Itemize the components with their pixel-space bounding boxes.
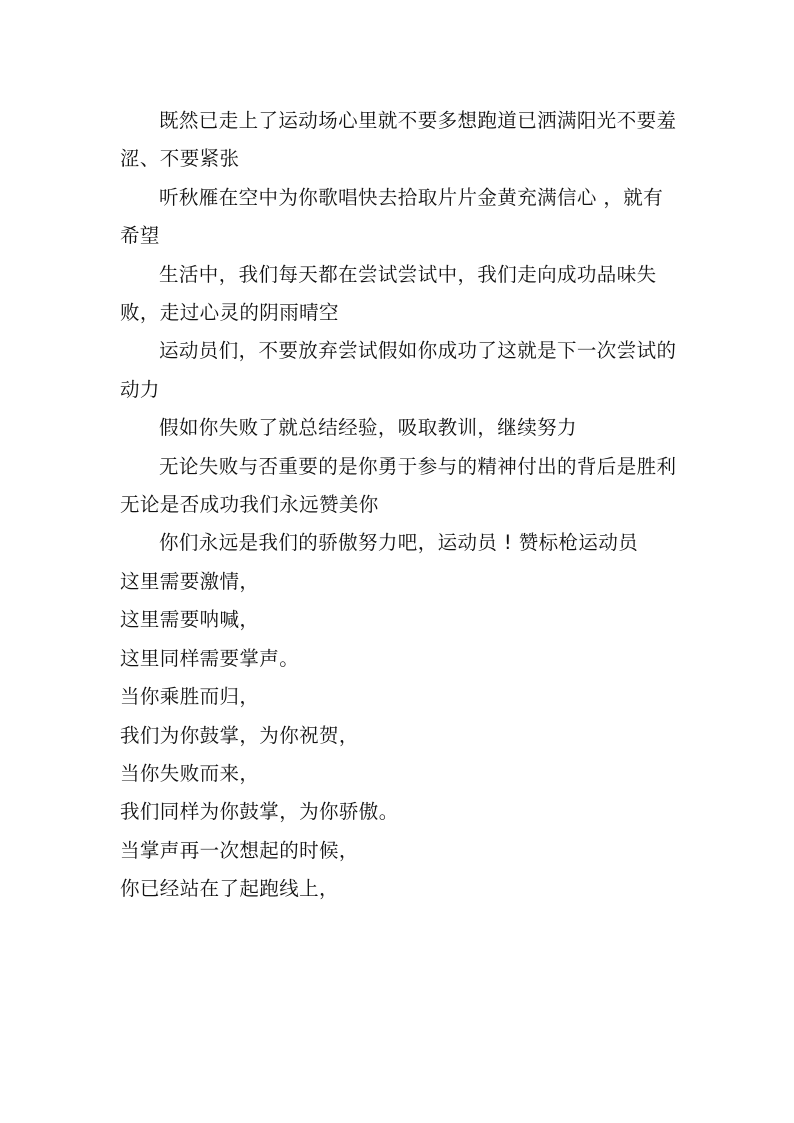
paragraph: 生活中，我们每天都在尝试尝试中，我们走向成功品味失败，走过心灵的阴雨晴空 bbox=[120, 262, 657, 325]
poem-line: 当你乘胜而归， bbox=[120, 685, 260, 709]
paragraph: 无论失败与否重要的是你勇于参与的精神付出的背后是胜利 bbox=[159, 454, 677, 478]
poem-line: 你已经站在了起跑线上， bbox=[120, 877, 339, 901]
poem-line: 当掌声再一次想起的时候， bbox=[120, 838, 359, 862]
poem-line: 这里同样需要掌声。 bbox=[120, 646, 300, 670]
paragraph: 既然已走上了运动场心里就不要多想跑道已洒满阳光不要羞涩、不要紧张 bbox=[120, 109, 677, 171]
poem-line: 当你失败而来， bbox=[120, 761, 260, 785]
paragraph: 无论是否成功我们永远赞美你 bbox=[120, 493, 379, 517]
poem-line: 我们为你鼓掌，为你祝贺， bbox=[120, 723, 359, 747]
document-body bbox=[120, 102, 680, 909]
paragraph: 假如你失败了就总结经验，吸取教训，继续努力 bbox=[159, 416, 577, 440]
poem-line: 我们同样为你鼓掌，为你骄傲。 bbox=[120, 800, 399, 824]
paragraph: 听秋雁在空中为你歌唱快去拾取片片金黄充满信心 ，就有希望 bbox=[120, 185, 664, 248]
poem-line: 这里需要激情， bbox=[120, 569, 260, 593]
poem-line: 这里需要呐喊， bbox=[120, 608, 260, 632]
paragraph: 你们永远是我们的骄傲努力吧，运动员 ! 赞标枪运动员 bbox=[159, 531, 639, 555]
paragraph: 运动员们，不要放弃尝试假如你成功了这就是下一次尝试的动力 bbox=[120, 339, 677, 401]
